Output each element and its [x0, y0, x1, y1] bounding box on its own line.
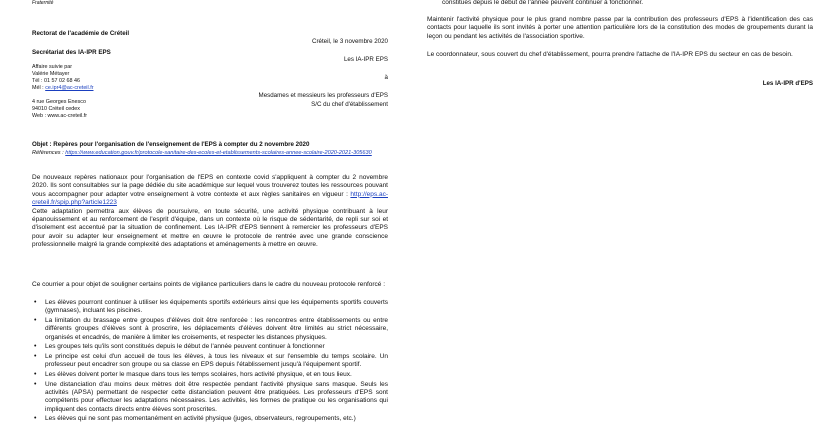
mail-link[interactable]: ce.ipr4@ac-creteil.fr: [45, 85, 94, 91]
from-line: Les IA-IPR EPS: [343, 56, 388, 63]
contact-line: Affaire suivie par: [32, 64, 73, 70]
sender-org: Rectorat de l'académie de Créteil: [32, 30, 130, 37]
paragraph-text: De nouveaux repères nationaux pour l'organisation de l'EPS en contexte covid s'appliquent à compter du 2 novembre 2020. Ils sont consultables sur la page dédiée du site académique sur lequel vous trouverez toutes les ressources pouvant vous accompagner pour adapter votre enseignement à votre contexte et aux règles sanitaires en vigueur :: [32, 174, 388, 198]
bullet-icon: •: [34, 380, 37, 388]
vigilance-list: [32, 299, 388, 425]
recipient-line: S/C du chef d'établissement: [311, 101, 388, 108]
references-link[interactable]: https://www.education.gouv.fr/protocole-sanitaire-des-ecoles-et-etablissements-scolaires-annee-scolaire-2020-2021-305630: [65, 150, 372, 156]
bullet-icon: •: [34, 299, 37, 306]
paragraph-contact-cases: Maintenir l'activité physique pour le plus grand nombre passe par la contribution des professeurs d'EPS à l'identification des cas contacts pour laquelle ils sont invités à porter une attention particulière lors de la constitution des modes de groupements durant la leçon ou pendant les activités de l'association sportive.: [427, 16, 813, 40]
recipient-line: Mesdames et messieurs les professeurs d'EPS: [258, 92, 388, 99]
list-item: • Les élèves doivent porter le masque dans tous les temps scolaires, hors activité physique, et en tous lieux.: [34, 371, 352, 378]
list-item: • Les élèves pourront continuer à utiliser les équipements sportifs extérieurs ainsi que les équipements sportifs couverts (gymnases), incluant les piscines.: [34, 299, 388, 315]
contact-line: Tél : 01 57 02 68 46: [32, 78, 80, 84]
list-item: • Le principe est celui d'un accueil de tous les élèves, à tous les niveaux et sur l'ensemble du temps scolaire. Un professeur peut encadrer son groupe ou sa classe en EPS depuis l'établissement jusqu'à l'équipement sportif.: [34, 353, 388, 369]
bullet-icon: •: [34, 371, 37, 378]
bullet-icon: •: [34, 415, 37, 423]
address-line: 4 rue Georges Enesco: [32, 99, 86, 105]
sender-secretariat: Secrétariat des IA-IPR EPS: [32, 49, 111, 56]
mail-line: [32, 85, 192, 92]
address-block: [32, 99, 192, 120]
paragraph-coordinator: Le coordonnateur, sous couvert du chef d'établissement, pourra prendre l'attache de l'IA-IPR EPS du secteur en cas de besoin.: [427, 51, 793, 58]
contact-block: [32, 64, 192, 92]
paragraph-thanks: Cette adaptation permettra aux élèves de poursuivre, en toute sécurité, une activité physique contribuant à leur épanouissement et au renforcement de l'esprit d'équipe, dans un contexte où le risque de sédentarité, de repli sur soi et d'isolement est accentué par la situation de confinement. Les IA-IPR d'EPS tiennent à remercier les professeurs d'EPS pour avoir su adapter leur enseignement et mettre en œuvre le protocole de rentrée avec une grande conscience professionnelle malgré la grande complexité des adaptations et aménagements à mettre en œuvre.: [32, 207, 388, 249]
mail-label: Mél :: [32, 85, 46, 91]
continued-text: constitués depuis le début de l'année peuvent continuer à fonctionner.: [442, 0, 644, 6]
dateline: Créteil, le 3 novembre 2020: [311, 38, 388, 45]
bullet-icon: •: [34, 317, 37, 324]
address-line: Web : www.ac-creteil.fr: [32, 113, 88, 119]
paragraph-intro: [32, 174, 388, 250]
bullet-icon: •: [34, 353, 37, 360]
logo-motto: Fraternité: [32, 0, 54, 6]
contact-line: Valérie Métayer: [32, 71, 70, 77]
list-item: • La limitation du brassage entre groupes d'élèves doit être renforcée : les rencontres entre établissements ou entre différents groupes d'élèves sont à proscrire, les déplacements d'élèves doivent être limités au strict nécessaire, organisés et encadrés, de manière à limiter les croisements, et respecter les distances physiques.: [34, 317, 388, 341]
references-label: Références :: [32, 150, 66, 156]
bullet-icon: •: [34, 343, 37, 351]
list-item: • Les élèves qui ne sont pas momentanément en activité physique (juges, observateurs, regroupements, etc.): [34, 415, 356, 423]
signature: Les IA-IPR d'EPS: [762, 80, 813, 87]
references-line: [32, 150, 388, 157]
paragraph-vigilance: Ce courrier a pour objet de souligner certains points de vigilance particuliers dans le cadre du nouveau protocole renforcé :: [32, 281, 386, 288]
letter-subject: Objet : Repères pour l'organisation de l'enseignement de l'EPS à compter du 2 novembre 2020: [32, 141, 310, 148]
list-item: • Une distanciation d'au moins deux mètres doit être respectée pendant l'activité physique sans masque. Seuls les activités (APSA) permettant de respecter cette distanciation peuvent être pratiquées. Les professeurs d'EPS sont compétents pour effectuer les adaptations nécessaires. Les activités, les formes de pratique ou les organisations qui impliquent des contacts directs entre élèves sont proscrites.: [34, 380, 388, 413]
list-item: • Les groupes tels qu'ils sont constitués depuis le début de l'année peuvent continuer à fonctionner: [34, 343, 325, 351]
academic-site-link[interactable]: http://eps.ac-creteil.fr/spip.php?article1223: [32, 190, 388, 207]
address-line: 94010 Créteil cedex: [32, 106, 80, 112]
to-word: à: [384, 74, 388, 81]
